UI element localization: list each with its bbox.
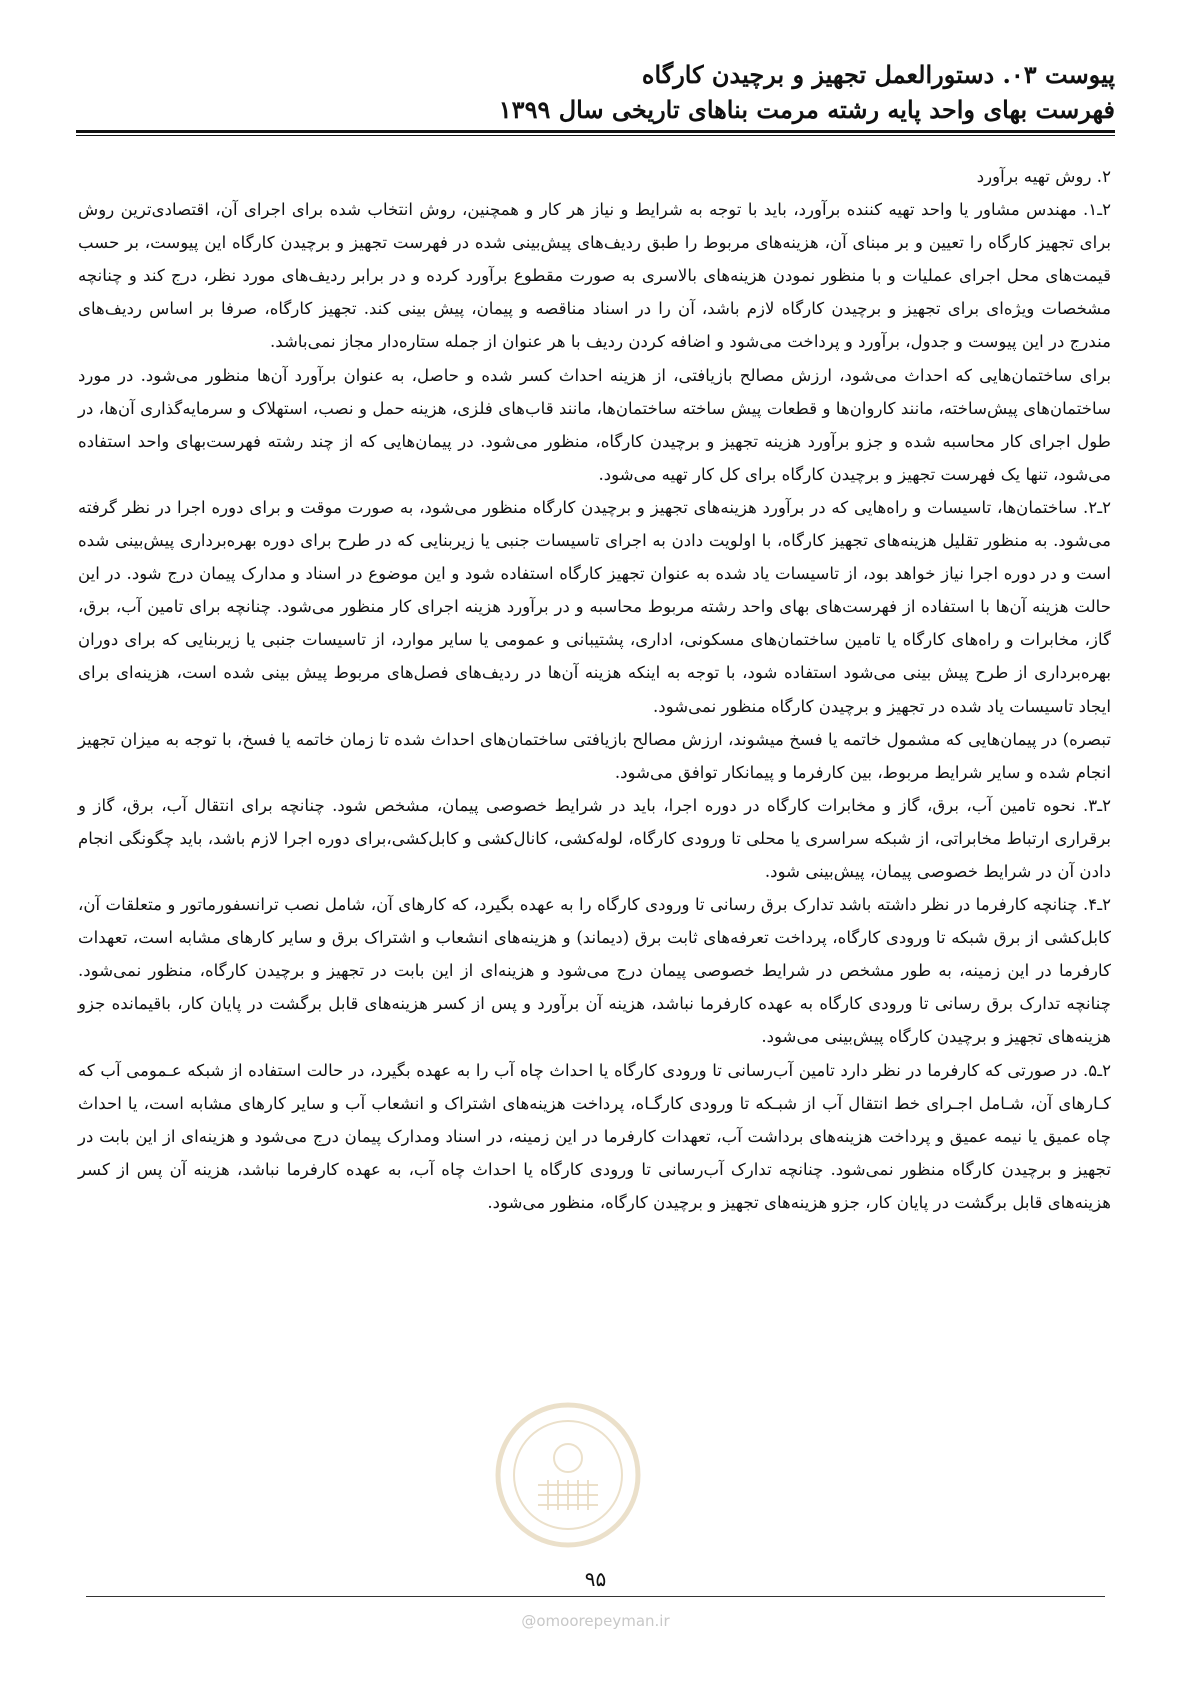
header-rule-thick bbox=[76, 130, 1115, 133]
watermark-seal-icon bbox=[493, 1400, 643, 1550]
paragraph-2-2: ۲ـ۲. ساختمان‌ها، تاسیسات و راه‌هایی که در برآورد هزینه‌های تجهیز و برچیدن کارگاه منظور می‌شود، به صورت موقت و برای دوره اجرا در نظر گرفته می‌شود. به منظور تقلیل هزینه‌های تجهیز کارگاه، با اولویت دادن به اجرای تاسیسات جنبی یا زیربنایی که در طرح برای دوره بهره‌برداری پیش‌بینی شده است و در دوره اجرا نیاز خواهد بود، از تاسیسات یاد شده به عنوان تجهیز کارگاه استفاده شود و این موضوع در اسناد و مدارک پیمان درج شود. در این حالت هزینه آن‌ها با استفاده از فهرست‌های بهای واحد رشته مربوط محاسبه و در برآورد هزینه اجرای کار منظور می‌شود. چنانچه برای تامین آب، برق، گاز، مخابرات و راه‌های کارگاه یا تامین ساختمان‌های مسکونی، اداری، پشتیبانی و عمومی یا سایر موارد، از تاسیسات جنبی یا زیربنایی که برای دوران بهره‌برداری از طرح پیش بینی می‌شود استفاده شود، با توجه به اینکه هزینه آن‌ها در ردیف‌های فصل‌های مربوط پیش بینی شده است، هزینه‌ای برای ایجاد تاسیسات یاد شده در تجهیز و برچیدن کارگاه منظور نمی‌شود. bbox=[78, 497, 1111, 716]
paragraph-2-1: ۲ـ۱. مهندس مشاور یا واحد تهیه کننده برآورد، باید با توجه به شرایط و نیاز هر کار و همچنین، روش انتخاب شده برای اجرای آن، اقتصادی‌ترین روش برای تجهیز کارگاه را تعیین و بر مبنای آن، هزینه‌های مربوط را طبق ردیف‌های پیش‌بینی شده در فهرست تجهیز و برچیدن کارگاه این پیوست، بر حسب قیمت‌های محل اجرای عملیات و با منظور نمودن هزینه‌های بالاسری به صورت مقطوع برآورد کرده و در برابر ردیف‌های مورد نظر، درج کند و چنانچه مشخصات ویژه‌ای برای تجهیز و برچیدن کارگاه لازم باشد، آن را در اسناد مناقصه و پیمان، پیش بینی کند. تجهیز کارگاه، صرفا بر اساس ردیف‌های مندرج در این پیوست و جدول، برآورد و پرداخت می‌شود و اضافه کردن ردیف با هر عنوان از جمله ستاره‌دار مجاز نمی‌باشد. bbox=[78, 200, 1111, 352]
header-document-title: فهرست بهای واحد پایه رشته مرمت بناهای تاریخی سال ۱۳۹۹ bbox=[498, 95, 1115, 124]
section-title: ۲. روش تهیه برآورد bbox=[976, 167, 1111, 186]
page-number: ۹۵ bbox=[584, 1567, 607, 1591]
header-rule-thin bbox=[76, 135, 1115, 136]
page-body bbox=[78, 160, 1111, 1219]
paragraph-buildings: برای ساختمان‌هایی که احداث می‌شود، ارزش مصالح بازیافتی، از هزینه احداث کسر شده و حاصل، به عنوان برآورد آن‌ها منظور می‌شود. در مورد ساختمان‌های پیش‌ساخته، مانند کاروان‌ها و قطعات پیش ساخته ساختمان‌ها، مانند قاب‌های فلزی، هزینه حمل و نصب، استهلاک و سرمایه‌گذاری آن‌ها، در طول اجرای کار محاسبه شده و جزو برآورد هزینه تجهیز و برچیدن کارگاه، منظور می‌شود. در پیمان‌هایی که از چند رشته فهرست‌بهای واحد استفاده می‌شود، تنها یک فهرست تجهیز و برچیدن کارگاه برای کل کار تهیه می‌شود. bbox=[78, 365, 1111, 484]
watermark-url: @omoorepeyman.ir bbox=[521, 1612, 670, 1630]
paragraph-2-3: ۲ـ۳. نحوه تامین آب، برق، گاز و مخابرات کارگاه در دوره اجرا، باید در شرایط خصوصی پیمان، مشخص شود. چنانچه برای انتقال آب، برق، گاز و برقراری ارتباط مخابراتی، از شبکه سراسری یا محلی تا ورودی کارگاه، لوله‌کشی، کانال‌کشی و کابل‌کشی،برای دوره اجرا لازم باشد، باید چگونگی انجام دادن آن در شرایط خصوصی پیمان، پیش‌بینی شود. bbox=[78, 795, 1111, 881]
paragraph-2-5: ۲ـ۵. در صورتی که کارفرما در نظر دارد تامین آب‌رسانی تا ورودی کارگاه یا احداث چاه آب را به عهده بگیرد، در حالت استفاده از شبکه عـمومی آب که کـارهای آن، شـامل اجـرای خط انتقال آب از شبـکه تا ورودی کارگـاه، پرداخت هزینه‌های اشتراک و انشعاب آب و سایر کارهای مشابه است، یا احداث چاه عمیق یا نیمه عمیق و پرداخت هزینه‌های برداشت آب، تعهدات کارفرما در این زمینه، در اسناد ومدارک پیمان درج می‌شود و هزینه‌ای از این بابت در تجهیز و برچیدن کارگاه منظور نمی‌شود. چنانچه تدارک آب‌رسانی تا ورودی کارگاه یا احداث چاه آب، به عهده کارفرما نباشد، هزینه آن پس از کسر هزینه‌های قابل برگشت در پایان کار، جزو هزینه‌های تجهیز و برچیدن کارگاه، منظور می‌شود. bbox=[78, 1060, 1111, 1212]
paragraph-note: تبصره) در پیمان‌هایی که مشمول خاتمه یا فسخ میشوند، ارزش مصالح بازیافتی ساختمان‌های احداث شده تا زمان خاتمه یا فسخ، با توجه به میزان تجهیز انجام شده و سایر شرایط مربوط، بین کارفرما و پیمانکار توافق می‌شود. bbox=[78, 729, 1111, 782]
paragraph-2-4: ۲ـ۴. چنانچه کارفرما در نظر داشته باشد تدارک برق رسانی تا ورودی کارگاه را به عهده بگیرد، که کارهای آن، شامل نصب ترانسفورماتور و متعلقات آن، کابل‌کشی از برق شبکه تا ورودی کارگاه، پرداخت تعرفه‌های ثابت برق (دیماند) و هزینه‌های انشعاب و اشتراک برق و سایر کارهای مشابه است، تعهدات کارفرما در این زمینه، به طور مشخص در شرایط خصوصی پیمان درج می‌شود و هزینه‌ای از این بابت در تجهیز و برچیدن کارگاه، منظور نمی‌شود. چنانچه تدارک برق رسانی تا ورودی کارگاه به عهده کارفرما نباشد، هزینه آن برآورد و پس از کسر هزینه‌های قابل برگشت در پایان کار، باقیمانده جزو هزینه‌های تجهیز و برچیدن کارگاه پیش‌بینی می‌شود. bbox=[78, 895, 1111, 1047]
footer-rule bbox=[86, 1596, 1105, 1597]
header-appendix-title: پیوست ۰۳. دستورالعمل تجهیز و برچیدن کارگاه bbox=[641, 60, 1115, 89]
page-header bbox=[76, 58, 1115, 128]
